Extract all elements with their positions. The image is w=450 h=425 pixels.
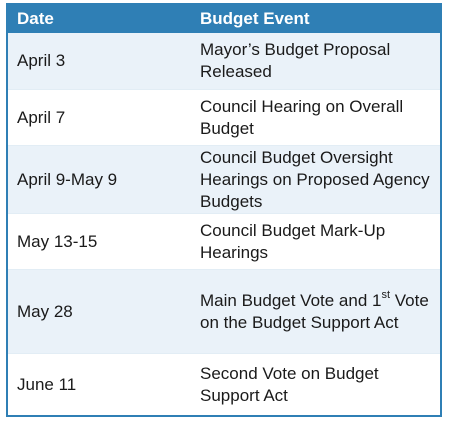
table-row xyxy=(8,354,440,415)
row-date: June 11 xyxy=(17,374,77,394)
row-date: May 28 xyxy=(17,301,73,321)
budget-calendar-table xyxy=(6,3,442,417)
row-date: April 7 xyxy=(17,107,66,127)
row-event-part-1: Main Budget Vote and 1 xyxy=(200,290,382,310)
row-date: April 3 xyxy=(17,51,66,70)
row-event: Council Budget Oversight Hearings on Proposed Agency Budgets xyxy=(200,147,430,211)
row-event xyxy=(190,290,440,334)
header-budget-event: Budget Event xyxy=(200,9,310,28)
table-row xyxy=(8,270,440,354)
table-row xyxy=(8,146,440,214)
row-date: April 9-May 9 xyxy=(17,169,118,189)
table-row xyxy=(8,33,440,90)
table-row xyxy=(8,90,440,146)
row-event: Council Budget Mark-Up Hearings xyxy=(200,220,386,262)
table-header xyxy=(8,5,440,33)
ordinal-suffix: st xyxy=(381,288,391,301)
row-event-part-2: Vote on the Budget Support Act xyxy=(200,290,429,332)
row-event: Mayor’s Budget Proposal Released xyxy=(200,40,391,81)
row-event: Council Hearing on Overall Budget xyxy=(200,96,404,138)
header-date: Date xyxy=(17,9,54,28)
row-event: Second Vote on Budget Support Act xyxy=(200,363,379,405)
table-row xyxy=(8,214,440,270)
row-date: May 13-15 xyxy=(17,231,98,251)
